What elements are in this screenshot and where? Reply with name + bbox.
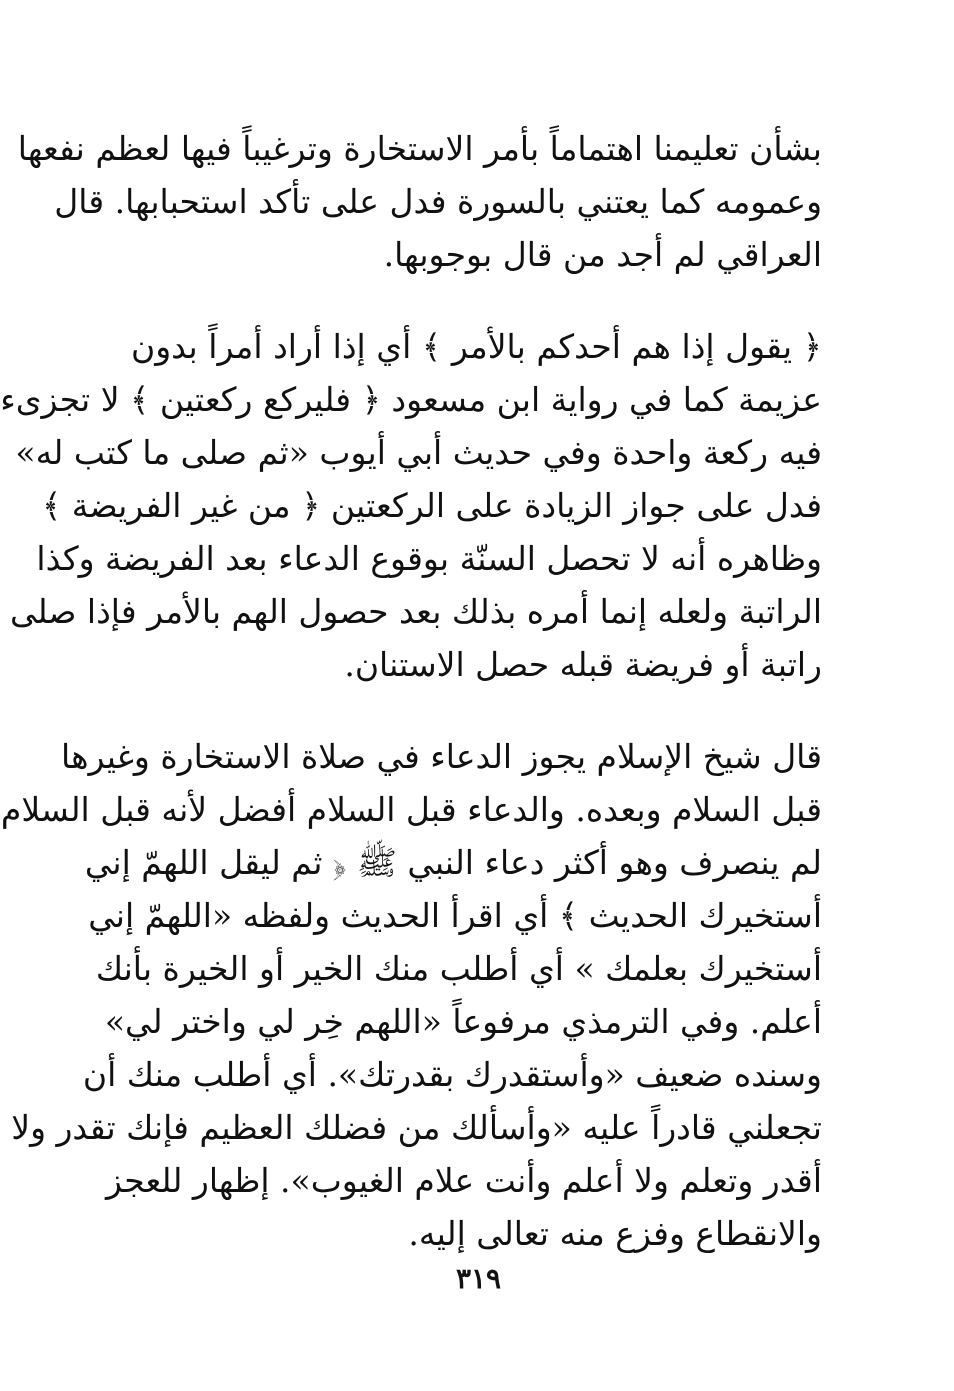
paragraph-line: الراتبة ولعله إنما أمره بذلك بعد حصول الهم بالأمر فإذا صلى — [9, 592, 822, 631]
paragraph-line: العراقي لم أجد من قال بوجوبها. — [383, 235, 822, 274]
paragraph-line: بشأن تعليمنا اهتماماً بأمر الاستخارة وترغيباً فيها لعظم نفعها — [17, 129, 822, 168]
paragraph-line: أستخيرك بعلمك » أي أطلب منك الخير أو الخيرة بأنك — [95, 949, 822, 988]
paragraph-line: لم ينصرف وهو أكثر دعاء النبي ﷺ ﴿ ثم ليقل اللهمّ إني — [84, 843, 822, 882]
paragraph-line: وظاهره أنه لا تحصل السنّة بوقوع الدعاء بعد الفريضة وكذا — [36, 539, 822, 578]
paragraph-line: أستخيرك الحديث ﴾ أي اقرأ الحديث ولفظه «اللهمّ إني — [88, 896, 822, 935]
paragraph-3 — [0, 730, 822, 1260]
paragraph-2 — [0, 320, 822, 691]
paragraph-line: وعمومه كما يعتني بالسورة فدل على تأكد استحبابها. قال — [54, 182, 822, 221]
paragraph-line: وسنده ضعيف «وأستقدرك بقدرتك». أي أطلب منك أن — [82, 1055, 822, 1094]
paragraph-line: قبل السلام وبعده. والدعاء قبل السلام أفضل لأنه قبل السلام — [0, 790, 822, 829]
paragraph-line: أقدر وتعلم ولا أعلم وأنت علام الغيوب». إظهار للعجز — [106, 1161, 822, 1200]
paragraph-line: ﴿ يقول إذا هم أحدكم بالأمر ﴾ أي إذا أراد أمراً بدون — [131, 327, 822, 366]
paragraph-line: راتبة أو فريضة قبله حصل الاستنان. — [344, 645, 822, 684]
paragraph-line: أعلم. وفي الترمذي مرفوعاً «اللهم خِر لي واختر لي» — [104, 1002, 822, 1041]
paragraph-1 — [17, 122, 822, 281]
paragraph-line: فدل على جواز الزيادة على الركعتين ﴿ من غير الفريضة ﴾ — [41, 486, 822, 525]
page-number: ٣١٩ — [455, 1262, 502, 1295]
paragraph-line: فيه ركعة واحدة وفي حديث أبي أيوب «ثم صلى ما كتب له» — [15, 433, 822, 472]
paragraph-line: عزيمة كما في رواية ابن مسعود ﴿ فليركع ركعتين ﴾ لا تجزىء — [0, 380, 822, 419]
paragraph-line: قال شيخ الإسلام يجوز الدعاء في صلاة الاستخارة وغيرها — [61, 737, 822, 776]
paragraph-line: تجعلني قادراً عليه «وأسألك من فضلك العظيم فإنك تقدر ولا — [11, 1108, 822, 1147]
paragraph-line: والانقطاع وفزع منه تعالى إليه. — [408, 1214, 822, 1253]
